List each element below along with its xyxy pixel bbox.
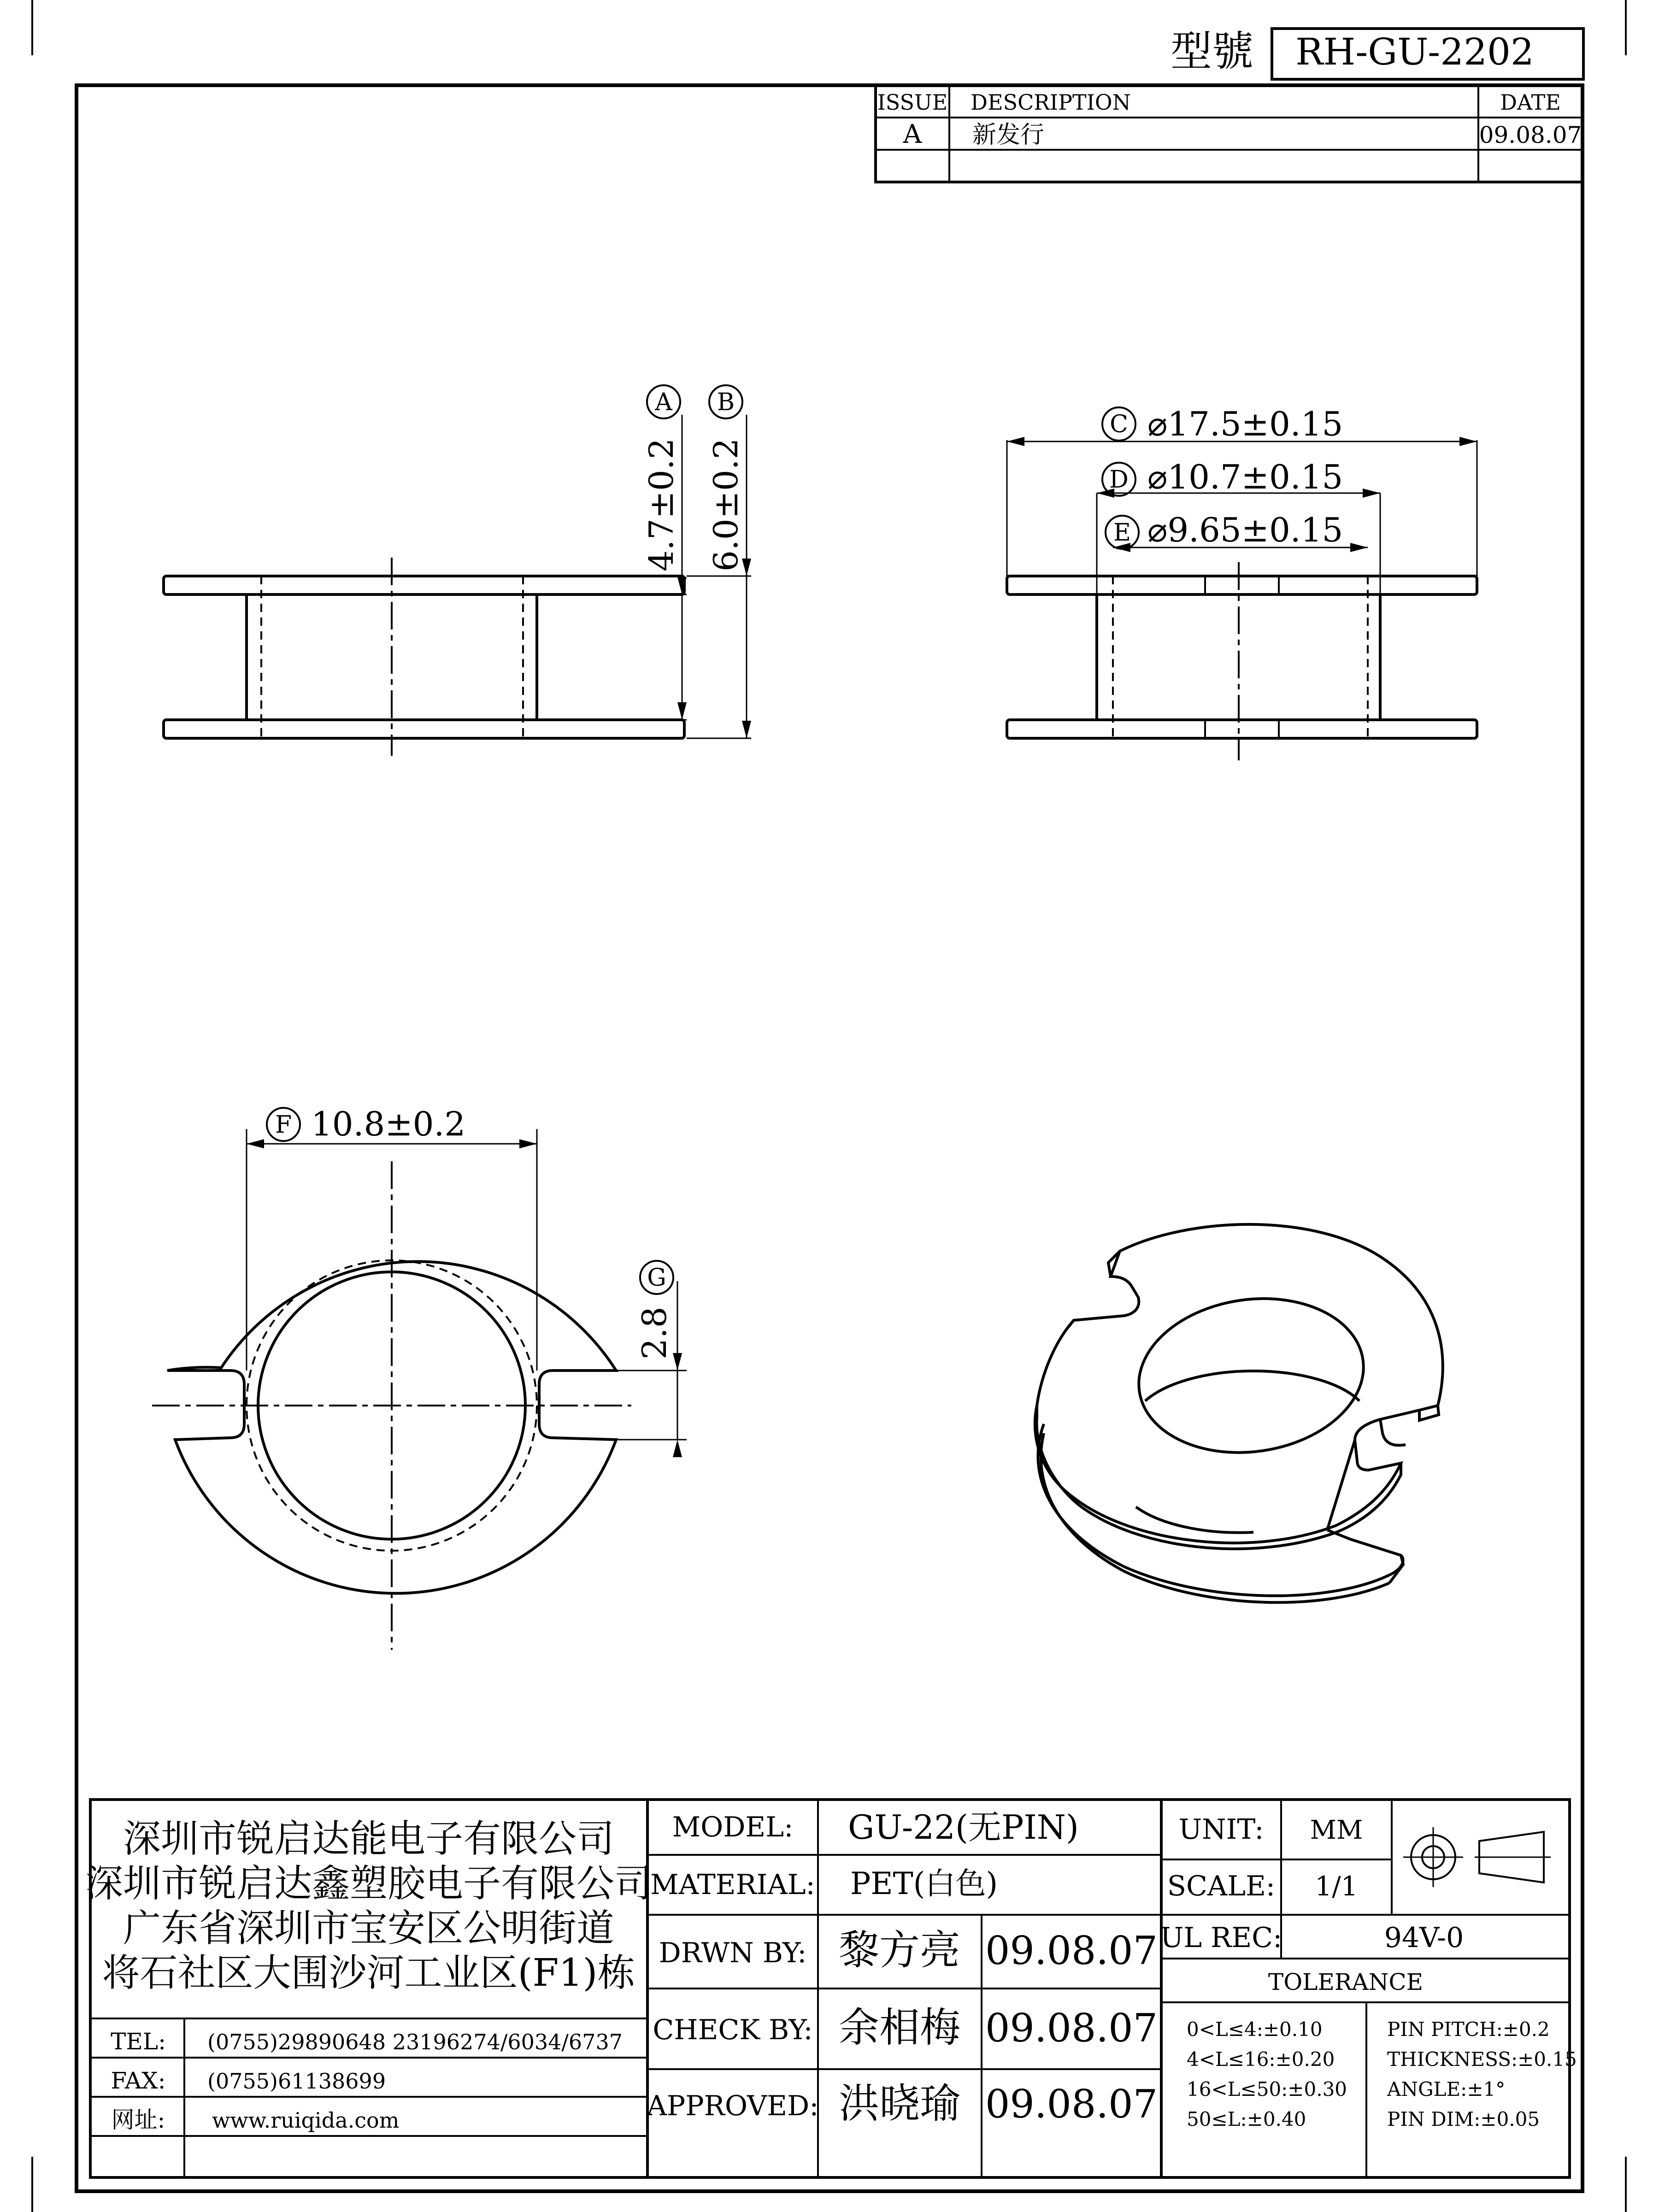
revision-issue: A xyxy=(903,119,922,149)
unit-value: MM xyxy=(1310,1815,1363,1845)
web-label: 网址: xyxy=(111,2106,165,2133)
projection-symbol-icon xyxy=(1403,1827,1551,1887)
dimension-B-value: 6.0±0.2 xyxy=(706,438,745,571)
tel-label: TEL: xyxy=(111,2028,166,2055)
fax-label: FAX: xyxy=(111,2067,166,2094)
web-value: www.ruiqida.com xyxy=(212,2108,400,2133)
dimension-B-tag: B xyxy=(717,388,735,416)
material-value: PET(白色) xyxy=(850,1866,998,1901)
dimension-D-value: ⌀10.7±0.15 xyxy=(1147,458,1343,496)
tolerance-left-4: 50≤L:±0.40 xyxy=(1187,2108,1306,2130)
dimension-F xyxy=(247,1105,537,1148)
company-line-1: 深圳市锐启达能电子有限公司 xyxy=(123,1817,615,1861)
tolerance-left-3: 16<L≤50:±0.30 xyxy=(1187,2078,1347,2100)
model-number-label: 型號 xyxy=(1171,27,1253,76)
company-line-4: 将石社区大围沙河工业区(F1)栋 xyxy=(102,1951,635,1995)
model-label: MODEL: xyxy=(672,1811,794,1843)
dimension-G-tag: G xyxy=(647,1264,666,1292)
approved-by: 洪晓瑜 xyxy=(838,2080,961,2127)
revision-header-issue: ISSUE xyxy=(877,90,948,115)
dimension-E-value: ⌀9.65±0.15 xyxy=(1147,511,1343,549)
company-line-3: 广东省深圳市宝安区公明街道 xyxy=(123,1906,615,1950)
dimension-D-tag: D xyxy=(1109,466,1129,494)
dimension-C-tag: C xyxy=(1110,411,1128,438)
revision-header-date: DATE xyxy=(1500,90,1561,115)
dimension-A-value: 4.7±0.2 xyxy=(642,438,681,571)
model-number: RH-GU-2202 xyxy=(1295,30,1534,73)
material-label: MATERIAL: xyxy=(650,1869,815,1901)
tolerance-right-2: THICKNESS:±0.15 xyxy=(1387,2048,1577,2071)
approved-date: 09.08.07 xyxy=(985,2082,1158,2127)
drawn-label: DRWN BY: xyxy=(659,1937,807,1969)
dimension-G-value: 2.8 xyxy=(635,1306,674,1359)
dimension-G xyxy=(635,1261,682,1457)
title-block xyxy=(85,1800,1577,2177)
dimension-F-value: 10.8±0.2 xyxy=(311,1105,466,1143)
front-view-side-left xyxy=(164,558,751,756)
company-line-2: 深圳市锐启达鑫塑胶电子有限公司 xyxy=(85,1862,653,1906)
dimension-E xyxy=(1106,511,1368,552)
tolerance-right-4: PIN DIM:±0.05 xyxy=(1387,2108,1540,2130)
tolerance-label: TOLERANCE xyxy=(1268,1969,1424,1995)
dimension-C-value: ⌀17.5±0.15 xyxy=(1147,405,1343,443)
ul-label: UL REC: xyxy=(1160,1922,1282,1954)
model-number-box xyxy=(1171,27,1583,79)
revision-description: 新发行 xyxy=(972,121,1045,149)
dimension-B xyxy=(706,385,751,738)
tel-value: (0755)29890648 23196274/6034/6737 xyxy=(207,2030,623,2054)
ul-value: 94V-0 xyxy=(1384,1922,1464,1954)
model-value: GU-22(无PIN) xyxy=(848,1808,1079,1847)
tolerance-right-3: ANGLE:±1° xyxy=(1387,2078,1506,2100)
approved-label: APPROVED: xyxy=(647,2090,819,2122)
dimension-F-tag: F xyxy=(275,1111,292,1139)
tolerance-right-1: PIN PITCH:±0.2 xyxy=(1387,2018,1550,2041)
revision-date: 09.08.07 xyxy=(1479,122,1582,148)
drawn-by: 黎方亮 xyxy=(838,1926,961,1974)
dimension-E-tag: E xyxy=(1113,519,1131,547)
scale-label: SCALE: xyxy=(1167,1870,1276,1902)
check-by: 余相梅 xyxy=(838,2004,961,2051)
check-label: CHECK BY: xyxy=(653,2014,813,2046)
tolerance-left-1: 0<L≤4:±0.10 xyxy=(1187,2018,1323,2041)
revision-table xyxy=(876,85,1583,182)
tolerance-left-2: 4<L≤16:±0.20 xyxy=(1187,2048,1335,2071)
unit-label: UNIT: xyxy=(1178,1813,1264,1846)
fax-value: (0755)61138699 xyxy=(207,2069,386,2094)
front-view-side-right xyxy=(1007,562,1477,760)
drawn-date: 09.08.07 xyxy=(985,1928,1158,1973)
top-view xyxy=(152,1129,687,1650)
isometric-view xyxy=(1035,1224,1443,1602)
dimension-A-tag: A xyxy=(655,388,672,416)
scale-value: 1/1 xyxy=(1315,1871,1358,1902)
check-date: 09.08.07 xyxy=(985,2006,1158,2051)
dimension-A xyxy=(642,385,687,720)
revision-header-description: DESCRIPTION xyxy=(971,90,1131,115)
